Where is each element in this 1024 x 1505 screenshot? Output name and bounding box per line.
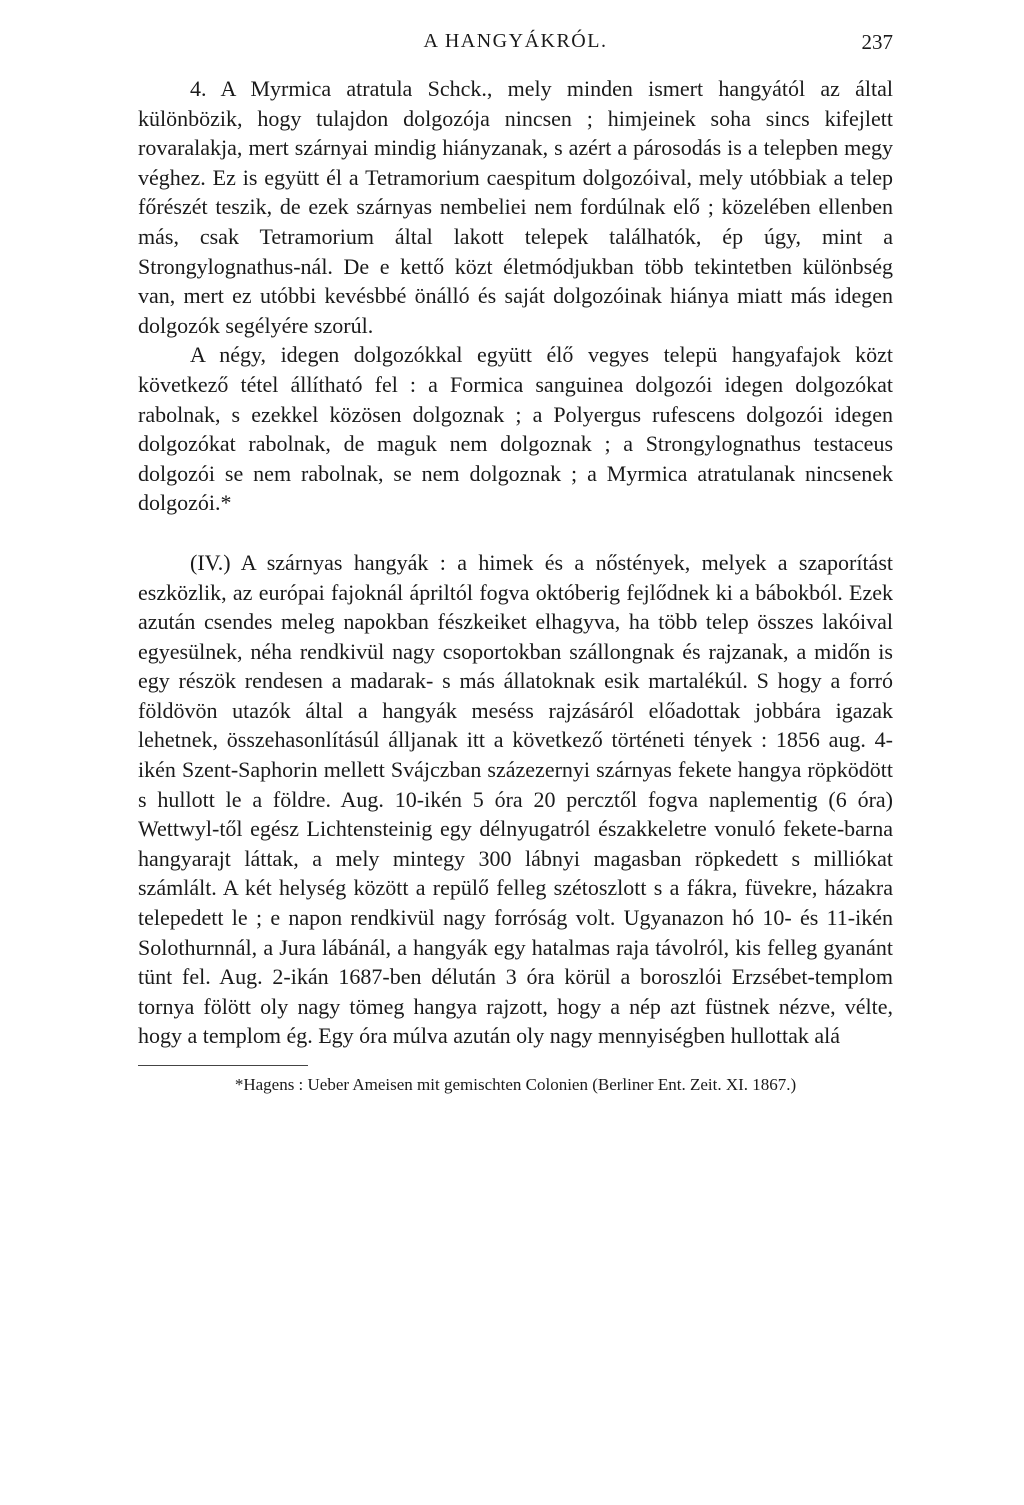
body-text: [138, 74, 893, 1051]
page-number: 237: [861, 30, 893, 54]
running-head: [138, 30, 893, 60]
paragraph-myrmica-atratula: 4. A Myrmica atratula Schck., mely minden ismert hangyától az által különbözik, hogy tulajdon dolgozója nincsen ; himjeinek soha sincs kifejlett rovaralakja, mert szárnyai mindig hiányzanak, s azért a párosodás is a telepben megy véghez. Ez is együtt él a Tetramorium caespitum dolgozóival, mely utóbbiak a telep főrészét teszik, de ezek szárnyas nembeliei nem fordúlnak elő ; közelében ellenben más, csak Tetramorium által lakott telepek találhatók, ép úgy, mint a Strongylognathus-nál. De e kettő közt életmódjukban több tekintetben különbség van, mert ez utóbbi kevésbbé önálló és saját dolgozóinak hiánya miatt más idegen dolgozók segélyére szorúl.: [138, 76, 893, 338]
running-title: A HANGYÁKRÓL.: [423, 30, 608, 52]
section-gap: [138, 518, 893, 548]
footnote: *Hagens : Ueber Ameisen mit gemischten Colonien (Berliner Ent. Zeit. XI. 1867.): [234, 1075, 797, 1094]
book-page: [138, 30, 893, 1096]
footnote-rule: [138, 1065, 308, 1066]
paragraph-mixed-colonies: A négy, idegen dolgozókkal együtt élő vegyes telepü hangyafajok közt következő tétel állítható fel : a Formica sanguinea dolgozói idegen dolgozókat rabolnak, s ezekkel közösen dolgoznak ; a Polyergus rufescens dolgozói idegen dolgozókat rabolnak, de maguk nem dolgoznak ; a Strongylognathus testaceus dolgozói se nem rabolnak, se nem dolgoznak ; a Myrmica atratulanak nincsenek dolgozói.*: [138, 342, 893, 516]
paragraph-winged-ants: (IV.) A szárnyas hangyák : a himek és a nőstények, melyek a szaporítást eszközlik, az európai fajoknál ápriltól fogva októberig fejlődnek ki a bábokból. Ezek azután csendes meleg napokban fészkeiket elhagyva, ha több telep összes lakóival egyesülnek, néha rendkivül nagy csoportokban szállongnak és rajzanak, a midőn is egy részök rendesen a madarak- s más állatoknak esik martalékúl. S hogy a forró földövön utazók által a hangyák meséss rajzásáról előadottak jobbára igazak lehetnek, összehasonlításúl álljanak itt a következő történeti tények : 1856 aug. 4-ikén Szent-Saphorin mellett Svájczban százezernyi szárnyas fekete hangya röpködött s hullott le a földre. Aug. 10-ikén 5 óra 20 percztől fogva naplementig (6 óra) Wettwyl-től egész Lichtensteinig egy délnyugatról északkeletre vonuló fekete-barna hangyarajt láttak, a mely mintegy 300 lábnyi magasban röpkedett s milliókat számlált. A két helység között a repülő felleg szétoszlott s a fákra, füvekre, házakra telepedett le ; e napon rendkivül nagy forróság volt. Ugyanazon hó 10- és 11-ikén Solothurnnál, a Jura lábánál, a hangyák egy hatalmas raja távolról, kis felleg gyanánt tünt fel. Aug. 2-ikán 1687-ben délután 3 óra körül a boroszlói Erzsébet-templom tornya fölött oly nagy tömeg hangya rajzott, hogy a nép azt füstnek nézve, vélte, hogy a templom ég. Egy óra múlva azután oly nagy mennyiségben hullottak alá: [138, 549, 893, 1049]
